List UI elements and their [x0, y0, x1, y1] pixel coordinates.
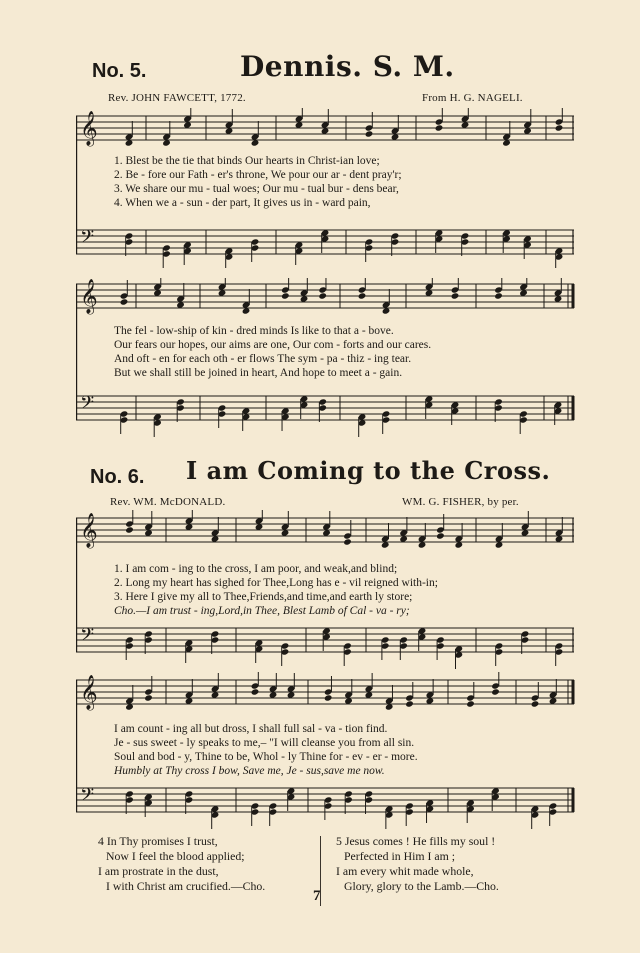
note-head	[120, 298, 129, 305]
verse-line: I am count - ing all but dross, I shall full sal - va - tion find.	[114, 723, 388, 735]
bass-clef-icon: 𝄢	[80, 393, 95, 418]
note-head	[365, 130, 374, 137]
verse-line: 3. We share our mu - tual woes; Our mu - tual bur - dens bear,	[114, 183, 399, 195]
note-head	[555, 124, 564, 131]
verse-line: 2. Long my heart has sighed for Thee,Long has e - vil reigned with-in;	[114, 577, 438, 589]
note-head	[343, 538, 352, 545]
stanza-line: I am every whit made whole,	[336, 864, 474, 878]
treble-staff	[76, 510, 574, 549]
verse-line: 4. When we a - sun - der part, It gives us in - ward pain,	[114, 197, 371, 209]
hymn-6-title: I am Coming to the Cross.	[186, 456, 551, 485]
treble-staff	[76, 278, 574, 315]
verse-line: 1. Blest be the tie that binds Our hearts in Christ-ian love;	[114, 155, 380, 167]
note-head	[281, 292, 290, 299]
hymn-6-number: No. 6.	[90, 466, 145, 488]
stanza-line: Perfected in Him I am ;	[344, 849, 456, 863]
verse-line: Soul and bod - y, Thine to be, Whol - ly Thine for - ev - er - more.	[114, 751, 418, 763]
stanza-5	[336, 834, 499, 894]
treble-clef-icon: 𝄞	[80, 279, 98, 314]
note-head	[251, 688, 260, 695]
treble-staff	[76, 108, 574, 147]
note-head	[451, 292, 460, 299]
note-head	[405, 700, 414, 707]
hymn-5-title: Dennis. S. M.	[240, 50, 455, 83]
hymn-6-composer: WM. G. FISHER, by per.	[402, 496, 519, 508]
note-head	[531, 700, 540, 707]
treble-clef-icon: 𝄞	[80, 513, 98, 548]
bass-clef-icon: 𝄢	[80, 785, 95, 810]
page-number: 7	[313, 888, 321, 904]
treble-clef-icon: 𝄞	[80, 111, 98, 146]
note-head	[435, 124, 444, 131]
stanza-line: 4 In Thy promises I trust,	[98, 834, 218, 848]
bass-staff	[76, 227, 574, 268]
bass-staff	[76, 785, 574, 829]
verse-line: But we shall still be joined in heart, And hope to meet a - gain.	[114, 367, 403, 379]
hymn-5-author: Rev. JOHN FAWCETT, 1772.	[108, 92, 246, 104]
chorus-line: Humbly at Thy cross I bow, Save me, Je - sus,save me now.	[114, 765, 385, 777]
treble-staff	[76, 672, 574, 711]
hymn-6-system-1	[76, 510, 576, 670]
bass-clef-icon: 𝄢	[80, 227, 95, 252]
stanza-line: 5 Jesus comes ! He fills my soul !	[336, 834, 496, 848]
verse-line: Je - sus sweet - ly speaks to me,– "I will cleanse you from all sin.	[114, 737, 415, 749]
note-head	[318, 292, 327, 299]
stanza-line: I am prostrate in the dust,	[98, 864, 219, 878]
stanza-4	[98, 834, 265, 894]
hymn-5-number: No. 5.	[92, 60, 147, 82]
chorus-line: Cho.—I am trust - ing,Lord,in Thee, Blest Lamb of Cal - va - ry;	[114, 605, 410, 617]
verse-line: 2. Be - fore our Fath - er's throne, We pour our ar - dent pray'r;	[114, 169, 402, 181]
verse-line: 3. Here I give my all to Thee,Friends,and time,and earth ly store;	[114, 591, 413, 603]
note-head	[144, 694, 153, 701]
bass-staff	[76, 393, 574, 437]
bass-staff	[76, 625, 574, 669]
verse-line: 1. I am com - ing to the cross, I am poor, and weak,and blind;	[114, 563, 398, 575]
stanza-line: Glory, glory to the Lamb.—Cho.	[344, 879, 499, 893]
note-head	[494, 292, 503, 299]
note-head	[466, 700, 475, 707]
verse-line: The fel - low-ship of kin - dred minds Is like to that a - bove.	[114, 325, 394, 337]
verse-line: Our fears our hopes, our aims are one, Our com - forts and our cares.	[114, 339, 432, 351]
hymn-5-system-2	[76, 278, 576, 438]
treble-clef-icon: 𝄞	[80, 675, 98, 710]
note-head	[436, 532, 445, 539]
stanza-line: I with Christ am crucified.—Cho.	[106, 879, 266, 893]
note-head	[491, 688, 500, 695]
hymn-5-system-1	[76, 108, 576, 268]
verse-line: And oft - en for each oth - er flows The sym - pa - thiz - ing tear.	[114, 353, 412, 365]
hymn-5-composer: From H. G. NAGELI.	[422, 92, 523, 104]
note-head	[358, 292, 367, 299]
note-head	[125, 526, 134, 533]
stanza-line: Now I feel the blood applied;	[106, 849, 245, 863]
hymn-6-author: Rev. WM. McDONALD.	[110, 496, 226, 508]
note-head	[324, 694, 333, 701]
hymn-6-system-2	[76, 672, 576, 832]
bass-clef-icon: 𝄢	[80, 625, 95, 650]
